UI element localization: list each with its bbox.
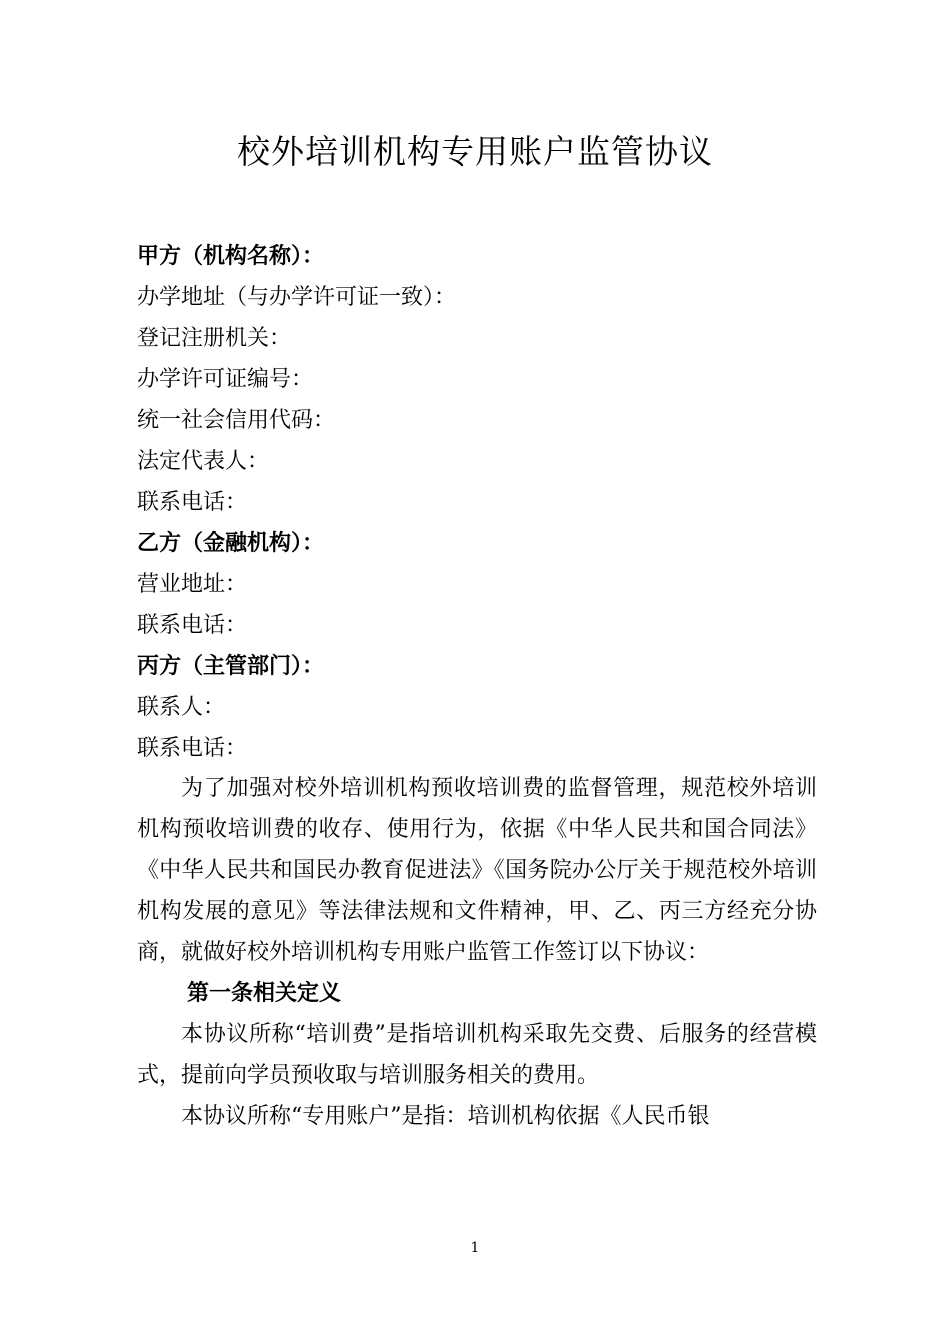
party-c-label: 丙方（主管部门）： [137, 654, 325, 679]
party-a-label: 甲方（机构名称）： [137, 244, 325, 269]
legal-representative-field: 法定代表人： [137, 449, 270, 474]
article-heading: 第一条相关定义 [187, 981, 342, 1006]
party-info-fields [137, 236, 837, 769]
document-title: 校外培训机构专用账户监管协议 [237, 132, 713, 171]
school-address-field: 办学地址（与办学许可证一致）： [137, 285, 457, 310]
party-c-phone-field: 联系电话： [137, 736, 248, 761]
party-a-phone-field: 联系电话： [137, 490, 248, 515]
party-b-label: 乙方（金融机构）： [137, 531, 325, 556]
license-number-field: 办学许可证编号： [137, 367, 314, 392]
definition-paragraph: 本协议所称“培训费”是指培训机构采取先交费、后服务的经营模式，提前向学员预收取与培训服务相关的费用。 [137, 1022, 817, 1088]
party-b-phone-field: 联系电话： [137, 613, 248, 638]
business-address-field: 营业地址： [137, 572, 248, 597]
definition-paragraph: 本协议所称“专用账户”是指：培训机构依据《人民币银 [181, 1104, 710, 1129]
registration-authority-field: 登记注册机关： [137, 326, 292, 351]
contact-person-field: 联系人： [137, 695, 226, 720]
credit-code-field: 统一社会信用代码： [137, 408, 336, 433]
intro-paragraph: 为了加强对校外培训机构预收培训费的监督管理，规范校外培训机构预收培训费的收存、使用行为，依据《中华人民共和国合同法》《中华人民共和国民办教育促进法》《国务院办公厅关于规范校外培训机构发展的意见》等法律法规和文件精神，甲、乙、丙三方经充分协商，就做好校外培训机构专用账户监管工作签订以下协议： [137, 776, 817, 965]
page-number: 1 [470, 1240, 480, 1256]
agreement-body [137, 768, 817, 1137]
